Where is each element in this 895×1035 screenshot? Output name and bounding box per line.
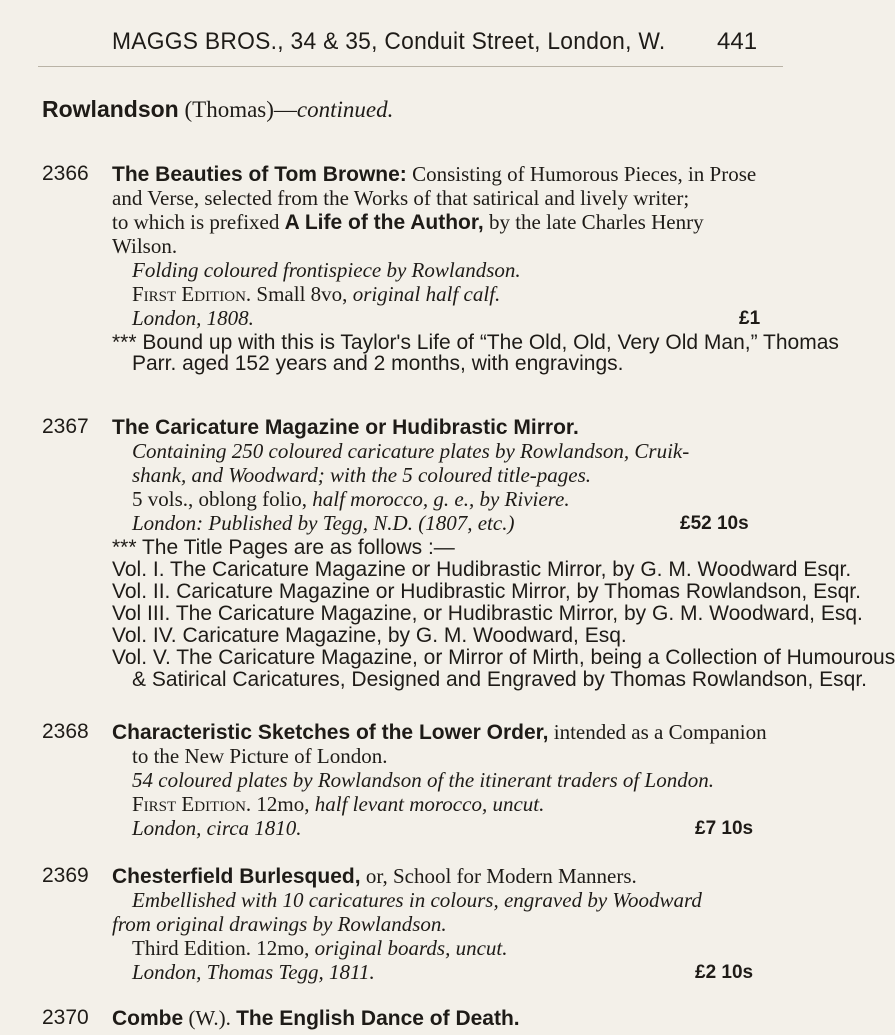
entry-price: £52 10s <box>680 513 749 534</box>
entry-number: 2369 <box>42 864 89 887</box>
entry-imprint: London, 1808. <box>132 306 254 330</box>
entry-edition <box>132 936 812 960</box>
entry-plates: from original drawings by Rowlandson. <box>112 912 447 936</box>
entry-number: 2370 <box>42 1006 89 1029</box>
entry-note: *** Bound up with this is Taylor's Life of “The Old, Old, Very Old Man,” Thomas <box>112 331 839 354</box>
entry-plates: Embellished with 10 caricatures in colours, engraved by Woodward <box>132 888 702 912</box>
entry-title: Characteristic Sketches of the Lower Order, <box>112 721 549 744</box>
entry-title: Chesterfield Burlesqued, <box>112 865 361 888</box>
entry-imprint: London, circa 1810. <box>132 816 302 840</box>
header-rule <box>38 66 783 67</box>
entry-binding: original boards, uncut. <box>314 936 508 960</box>
entry-edition-label: First Edition. <box>132 282 252 306</box>
entry-number: 2367 <box>42 415 89 438</box>
entry-edition-label: Third Edition. <box>132 936 251 960</box>
entry-title-line <box>112 864 792 889</box>
entry-description-text: to which is prefixed <box>112 210 285 234</box>
entry-description-line: to the New Picture of London. <box>132 744 388 768</box>
entry-description-text: by the late Charles Henry <box>483 210 704 234</box>
entry-title: The English Dance of Death. <box>236 1007 520 1030</box>
entry-description-line: Wilson. <box>112 234 178 258</box>
entry-imprint: London, Thomas Tegg, 1811. <box>132 960 375 984</box>
entry-format: Small 8vo, <box>251 282 353 306</box>
section-continued: continued. <box>296 97 394 122</box>
entry-title-line <box>112 162 792 187</box>
entry-title-line <box>112 1006 792 1031</box>
entry-author-initials: (W.). <box>183 1006 231 1030</box>
entry-life-of-author: A Life of the Author, <box>284 211 484 234</box>
running-head: MAGGS BROS., 34 & 35, Conduit Street, London, W. <box>112 28 666 55</box>
entry-price: £1 <box>739 308 761 329</box>
entry-edition-label: First Edition. <box>132 792 252 816</box>
section-author-person: (Thomas)— <box>184 97 297 122</box>
entry-edition <box>132 282 812 306</box>
entry-imprint: London: Published by Tegg, N.D. (1807, etc.) <box>132 511 515 535</box>
entry-title: The Caricature Magazine or Hudibrastic Mirror. <box>112 416 579 439</box>
entry-plates: 54 coloured plates by Rowlandson of the itinerant traders of London. <box>132 768 714 792</box>
entry-description: intended as a Companion <box>548 720 767 744</box>
entry-title: The Beauties of Tom Browne: <box>112 163 407 186</box>
entry-title-line <box>112 415 792 440</box>
entry-binding: half levant morocco, uncut. <box>314 792 545 816</box>
entry-format-text: 5 vols., oblong folio, <box>132 487 313 511</box>
entry-contents: Containing 250 coloured caricature plates by Rowlandson, Cruik- <box>132 439 690 463</box>
entry-format <box>132 487 812 511</box>
entry-description: or, School for Modern Manners. <box>360 864 637 888</box>
entry-volume: Vol. V. The Caricature Magazine, or Mirror of Mirth, being a Collection of Humourous <box>112 646 895 669</box>
entry-title-line <box>112 720 792 745</box>
entry-note: Parr. aged 152 years and 2 months, with engravings. <box>132 352 624 375</box>
entry-author: Combe <box>112 1007 184 1030</box>
entry-price: £7 10s <box>695 818 754 839</box>
entry-description-line: and Verse, selected from the Works of that satirical and lively writer; <box>112 186 690 210</box>
entry-volume: Vol. II. Caricature Magazine or Hudibrastic Mirror, by Thomas Rowlandson, Esqr. <box>112 580 861 603</box>
section-heading <box>42 96 393 123</box>
page-header <box>0 28 800 68</box>
entry-format: 12mo, <box>251 936 315 960</box>
section-author-name: Rowlandson <box>42 96 179 122</box>
entry-binding: original half calf. <box>352 282 501 306</box>
entry-note: *** The Title Pages are as follows :— <box>112 536 455 559</box>
entry-binding: half morocco, g. e., by Riviere. <box>312 487 570 511</box>
entry-description: Consisting of Humorous Pieces, in Prose <box>406 162 757 186</box>
entry-contents: shank, and Woodward; with the 5 coloured title-pages. <box>132 463 592 487</box>
entry-volume: Vol. IV. Caricature Magazine, by G. M. Woodward, Esq. <box>112 624 627 647</box>
entry-format: 12mo, <box>251 792 315 816</box>
entry-volume: Vol. I. The Caricature Magazine or Hudibrastic Mirror, by G. M. Woodward Esqr. <box>112 558 852 581</box>
entry-edition <box>132 792 812 816</box>
entry-volume: & Satirical Caricatures, Designed and Engraved by Thomas Rowlandson, Esqr. <box>132 668 867 691</box>
entry-description-line <box>112 210 792 235</box>
page-number: 441 <box>717 28 758 55</box>
entry-number: 2368 <box>42 720 89 743</box>
entry-volume: Vol III. The Caricature Magazine, or Hudibrastic Mirror, by G. M. Woodward, Esq. <box>112 602 863 625</box>
entry-number: 2366 <box>42 162 89 185</box>
entry-price: £2 10s <box>695 962 754 983</box>
entry-plates: Folding coloured frontispiece by Rowlandson. <box>132 258 521 282</box>
